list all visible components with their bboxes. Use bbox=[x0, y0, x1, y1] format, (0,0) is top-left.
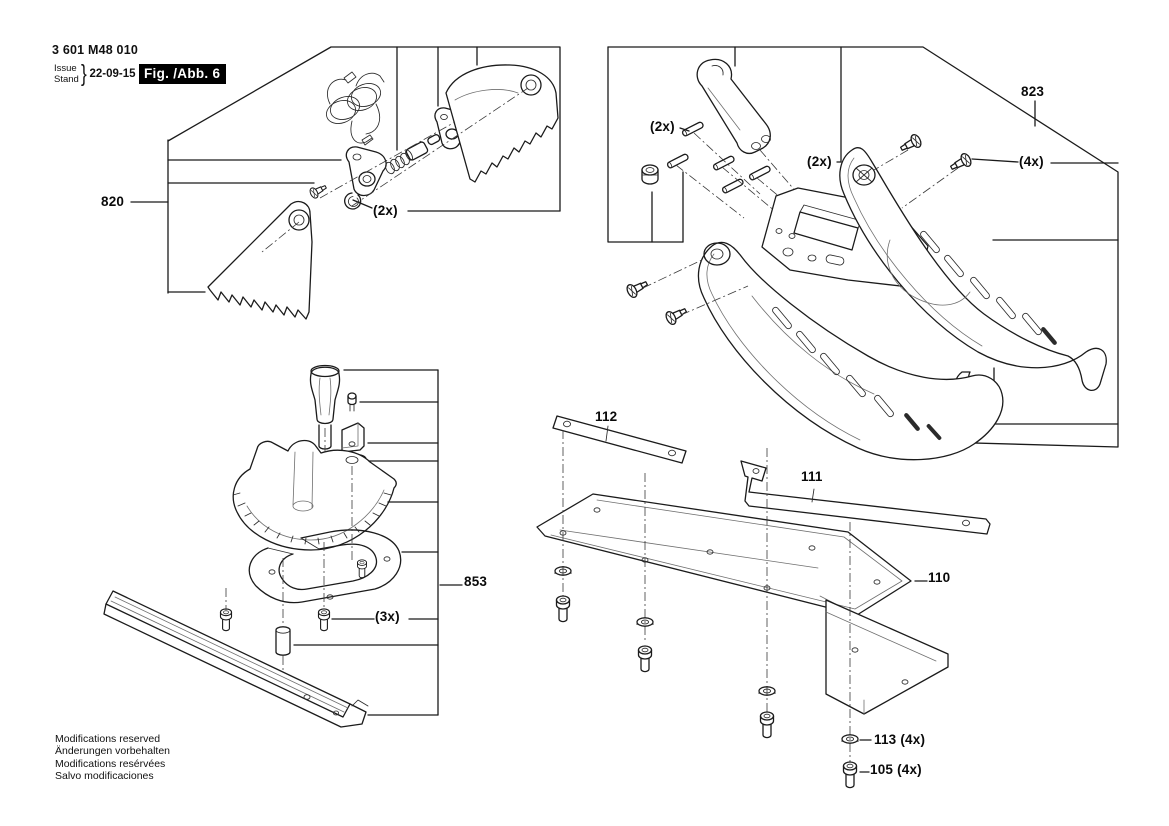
miter-gauge-drawing bbox=[104, 366, 401, 728]
callout-111: 111 bbox=[801, 469, 823, 484]
callout-4x: (4x) bbox=[1019, 154, 1044, 169]
modifications-line-es: Salvo modificaciones bbox=[55, 770, 154, 783]
callout-2x-top: (2x) bbox=[650, 119, 675, 134]
modifications-line-fr: Modifications resérvées bbox=[55, 757, 166, 770]
callout-820: 820 bbox=[101, 194, 125, 209]
callout-105: 105 (4x) bbox=[870, 762, 922, 777]
callout-3x: (3x) bbox=[375, 609, 400, 624]
issue-label-de: Stand bbox=[54, 73, 79, 85]
callout-113: 113 (4x) bbox=[874, 732, 926, 747]
callout-110: 110 bbox=[928, 570, 951, 585]
blade-guard-assembly-drawing bbox=[625, 59, 1106, 459]
kickback-pawl-assembly-drawing bbox=[208, 65, 558, 319]
modifications-note bbox=[55, 733, 170, 783]
issue-label-en: Issue bbox=[54, 62, 77, 74]
callout-823: 823 bbox=[1021, 84, 1045, 99]
callout-853: 853 bbox=[464, 574, 488, 589]
callout-2x-left: (2x) bbox=[373, 203, 398, 218]
issue-block bbox=[54, 60, 136, 87]
issue-date: 22-09-15 bbox=[89, 67, 136, 80]
part-number: 3 601 M48 010 bbox=[52, 43, 138, 57]
issue-brace: } bbox=[80, 60, 87, 86]
modifications-line-de: Änderungen vorbehalten bbox=[55, 745, 171, 758]
callout-2x-right: (2x) bbox=[807, 154, 832, 169]
callout-112: 112 bbox=[595, 409, 618, 424]
modifications-line-en: Modifications reserved bbox=[55, 733, 161, 745]
figure-number-box: Fig. /Abb. 6 bbox=[139, 64, 226, 84]
